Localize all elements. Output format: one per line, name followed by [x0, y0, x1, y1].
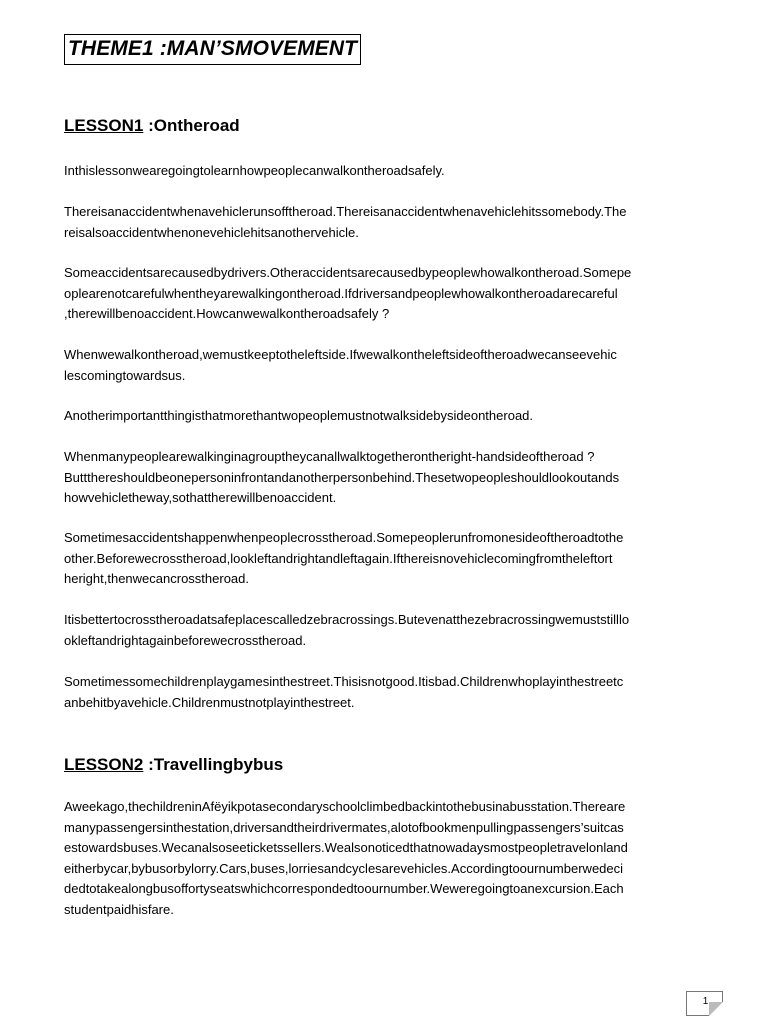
text-line: Inthislessonwearegoingtolearnhowpeoplecanwalkontheroadsafely. [64, 163, 445, 178]
text-line: Thereisanaccidentwhenavehiclerunsofftheroad.Thereisanaccidentwhenavehiclehitssomebody.The [64, 204, 627, 219]
text-line: manypassengersinthestation,driversandtheirdrivermates,alotofbookmenpullingpassengers’suitcas [64, 819, 624, 835]
text-line: eitherbycar,bybusorbylorry.Cars,buses,lorriesandcyclesarevehicles.Accordingtoournumberwedeci [64, 860, 624, 876]
lesson1-paragraph-9 [64, 672, 694, 713]
lesson1-paragraph-7 [64, 528, 694, 590]
text-line: ,therewillbenoaccident.Howcanwewalkontheroadsafely ? [64, 306, 390, 322]
page-number-box [686, 991, 723, 1016]
lesson2-paragraph-1 [64, 797, 694, 921]
text-line: Aweekago,thechildreninAfëyikpotasecondaryschoolclimbedbackintothebusinabusstation.Thereare [64, 799, 626, 814]
text-line: Whenwewalkontheroad,wemustkeeptotheleftside.Ifwewalkontheleftsideoftheroadwecanseevehic [64, 347, 617, 362]
text-line: other.Beforewecrosstheroad,lookleftandrightandleftagain.Ifthereisnovehiclecomingfromtheleftort [64, 550, 613, 566]
text-line: Buttthereshouldbeonepersoninfrontandanotherpersonbehind.Thesetwopeopleshouldlookoutands [64, 469, 620, 485]
lesson1-paragraph-4 [64, 345, 694, 386]
theme-title: THEME1 :MAN’SMOVEMENT [64, 34, 361, 65]
text-line: Itisbettertocrosstheroadatsafeplacescalledzebracrossings.Butevenatthezebracrossingwemuststilllo [64, 612, 630, 627]
lesson2-heading [64, 755, 283, 775]
lesson2-number: LESSON2 [64, 755, 144, 774]
text-line: okleftandrightagainbeforewecrosstheroad. [64, 632, 307, 648]
text-line: heright,thenwecancrosstheroad. [64, 571, 250, 587]
lesson1-paragraph-6 [64, 447, 694, 509]
text-line: Anotherimportantthingisthatmorethantwopeoplemustnotwalksidebysideontheroad. [64, 408, 534, 423]
lesson1-paragraph-8 [64, 610, 694, 651]
text-line: Sometimessomechildrenplaygamesinthestreet.Thisisnotgood.Itisbad.Childrenwhoplayinthestreetc [64, 674, 624, 689]
lesson1-number: LESSON1 [64, 116, 144, 135]
text-line: anbehitbyavehicle.Childrenmustnotplayinthestreet. [64, 694, 355, 710]
text-line: Someaccidentsarecausedbydrivers.Otheraccidentsarecausedbypeoplewhowalkontheroad.Somepe [64, 265, 632, 280]
text-line: oplearenotcarefulwhentheyarewalkingontheroad.Ifdriversandpeoplewhowalkontheroadarecareful [64, 285, 618, 301]
lesson1-paragraph-5 [64, 406, 694, 427]
lesson2-title: :Travellingbybus [143, 755, 284, 774]
lesson1-paragraph-1 [64, 161, 694, 182]
text-line: studentpaidhisfare. [64, 901, 174, 917]
text-line: lescomingtowardsus. [64, 367, 186, 383]
text-line: estowardsbuses.Wecanalsoseeticketssellers.Wealsonoticedthatnowadaysmostpeopletravelonland [64, 840, 628, 856]
lesson1-title: :Ontheroad [143, 116, 240, 135]
page-number: 1 [702, 996, 709, 1007]
text-line: Whenmanypeoplearewalkinginagrouptheycanallwalktogetherontheright-handsideoftheroad ? [64, 449, 595, 464]
text-line: dedtotakealongbusoffortyseatswhichcorrespondedtoournumber.Weweregoingtoanexcursion.Each [64, 881, 624, 897]
lesson1-heading [64, 116, 240, 136]
lesson1-paragraph-2 [64, 202, 694, 243]
text-line: reisalsoaccidentwhenonevehiclehitsanothervehicle. [64, 224, 359, 240]
text-line: Sometimesaccidentshappenwhenpeoplecrosstheroad.Somepeoplerunfromonesideoftheroadtothe [64, 530, 624, 545]
lesson1-paragraph-3 [64, 263, 694, 325]
text-line: howvehicletheway,sothattherewillbenoaccident. [64, 490, 337, 506]
